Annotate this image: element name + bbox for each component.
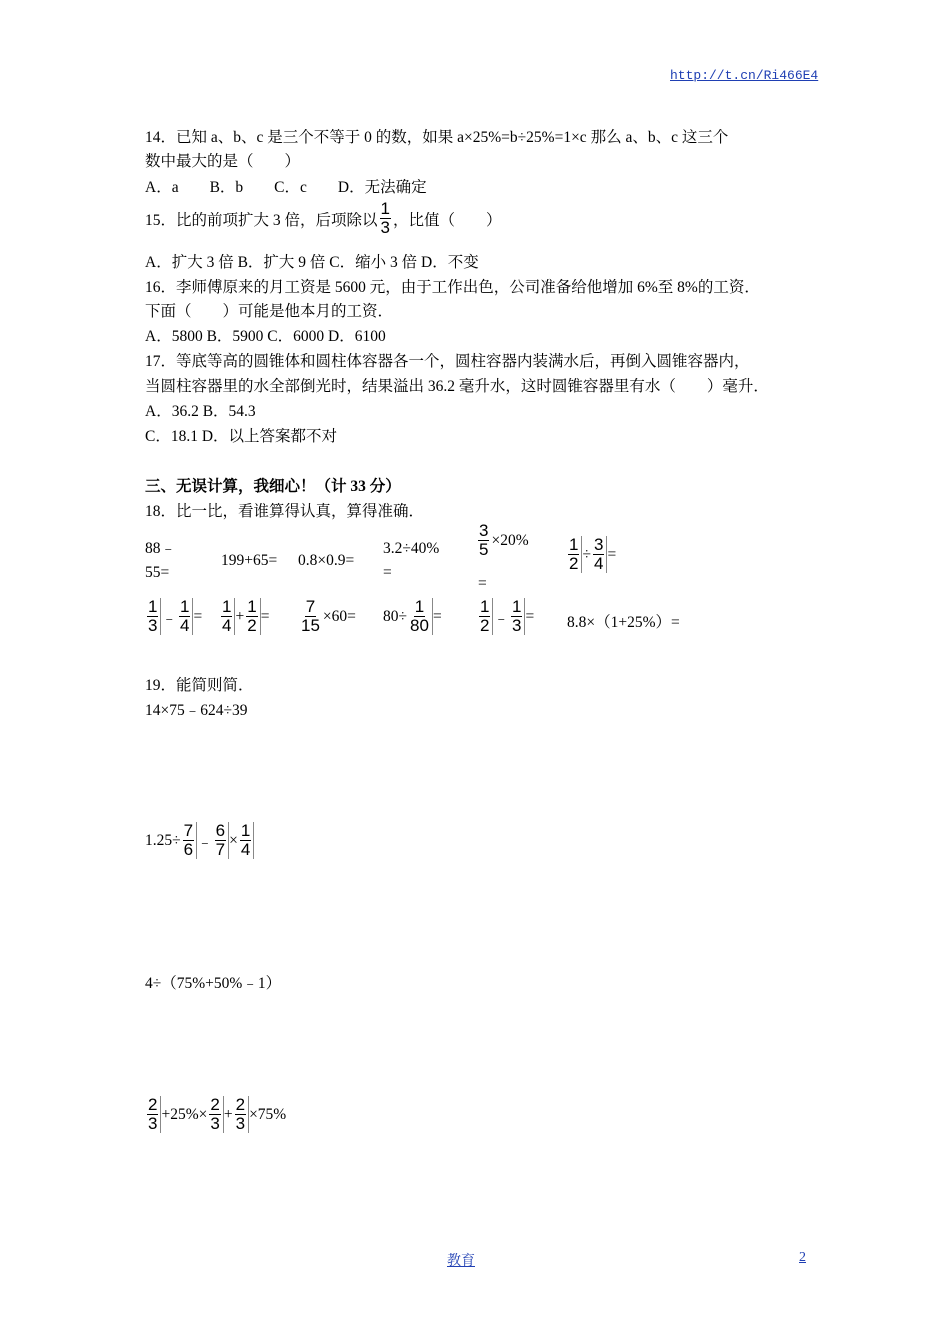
denominator: 2 (247, 616, 257, 635)
q18-r2-c (298, 598, 356, 635)
q19-expr4-frac3 (233, 1096, 249, 1133)
denominator: 4 (179, 616, 190, 635)
numerator: 2 (235, 1095, 246, 1114)
equals: = (607, 545, 617, 563)
q19-expr2 (145, 822, 254, 859)
q18-r2-a (145, 598, 202, 635)
operator: + (235, 607, 245, 625)
numerator: 7 (305, 597, 316, 616)
q18-r1-a1: 88﹣ (145, 540, 177, 557)
numerator: 3 (479, 521, 489, 540)
q18-r1-f (566, 536, 616, 573)
numerator: 1 (569, 535, 579, 554)
numerator: 6 (215, 821, 226, 840)
q19-expr4 (145, 1096, 286, 1133)
q18-r2-c-fraction (298, 598, 323, 635)
denominator: 80 (410, 616, 429, 635)
q18-title: 18．比一比，看谁算得认真，算得准确． (145, 503, 425, 520)
q18-r1-e (476, 522, 529, 559)
equals: = (432, 607, 442, 625)
q15-suffix: ，比值（ ） (392, 211, 502, 229)
q15-question (145, 200, 502, 237)
q19-expr1: 14×75﹣624÷39 (145, 702, 248, 719)
q16-line1: 16．李师傅原来的月工资是 5600 元，由于工作出色，公司准备给他增加 6%至 8%的工资． (145, 279, 760, 296)
q19-expr2-frac3 (238, 822, 254, 859)
operator: × (229, 831, 238, 849)
denominator: 3 (148, 616, 158, 635)
q18-r1-d1: 3.2÷40% (383, 540, 440, 557)
numerator: 1 (179, 597, 190, 616)
operator: ﹣ (197, 833, 213, 851)
q15-frac-denominator: 3 (380, 218, 390, 237)
denominator: 3 (210, 1114, 220, 1133)
operator: ÷ (582, 545, 591, 563)
denominator: 3 (148, 1114, 158, 1133)
q16-line2: 下面（ ）可能是他本月的工资． (145, 303, 394, 320)
numerator: 1 (240, 821, 251, 840)
denominator: 4 (593, 554, 604, 573)
q18-r2-d-fraction (407, 598, 433, 635)
q18-r2-d-prefix: 80÷ (383, 607, 408, 625)
q15-prefix: 15．比的前项扩大 3 倍，后项除以 (145, 211, 378, 229)
denominator: 6 (183, 840, 194, 859)
q18-r2-b (219, 598, 269, 635)
q15-frac-numerator: 1 (380, 199, 390, 218)
numerator: 1 (511, 597, 522, 616)
q17-options-2: C．18.1 D．以上答案都不对 (145, 428, 338, 445)
equals: = (260, 607, 270, 625)
q18-r1-a2: 55= (145, 564, 170, 581)
q14-options: A．a B．b C．c D．无法确定 (145, 179, 427, 196)
q18-r1-b: 199+65= (221, 552, 278, 569)
numerator: 7 (183, 821, 194, 840)
numerator: 2 (148, 1095, 158, 1114)
q18-r2-a-frac2 (177, 598, 193, 635)
denominator: 2 (569, 554, 579, 573)
denominator: 7 (215, 840, 226, 859)
q19-expr4-mid: +25%× (161, 1105, 208, 1123)
equals: = (193, 607, 203, 625)
numerator: 2 (210, 1095, 220, 1114)
numerator: 3 (593, 535, 604, 554)
q19-expr2-frac1 (181, 822, 197, 859)
q19-expr4-frac1 (145, 1096, 161, 1133)
q19-expr2-prefix: 1.25÷ (145, 831, 181, 849)
q18-r1-d2: = (383, 564, 392, 581)
q17-line2: 当圆柱容器里的水全部倒光时，结果溢出 36.2 毫升水，这时圆锥容器里有水（ ）毫升． (145, 378, 769, 395)
operator: + (223, 1105, 233, 1123)
footer-center-link[interactable]: 教育 (447, 1253, 475, 1269)
q18-r2-f: 8.8×（1+25%）= (567, 614, 680, 631)
operator: ﹣ (493, 609, 509, 627)
operator: ﹣ (161, 609, 177, 627)
q19-expr2-frac2 (213, 822, 229, 859)
q19-expr4-suffix: ×75% (249, 1105, 287, 1123)
q17-options-1: A．36.2 B．54.3 (145, 403, 256, 420)
denominator: 4 (240, 840, 251, 859)
denominator: 2 (480, 616, 490, 635)
equals: = (525, 607, 535, 625)
q18-r1-e2: = (478, 575, 487, 592)
numerator: 1 (247, 597, 257, 616)
numerator: 1 (148, 597, 158, 616)
denominator: 15 (301, 616, 320, 635)
header-url-link[interactable]: http://t.cn/Ri466E4 (670, 68, 819, 83)
numerator: 1 (480, 597, 490, 616)
page-number: 2 (799, 1250, 806, 1265)
q18-r1-c: 0.8×0.9= (298, 552, 355, 569)
q15-options: A．扩大 3 倍 B．扩大 9 倍 C．缩小 3 倍 D．不变 (145, 254, 479, 271)
numerator: 1 (222, 597, 232, 616)
q18-r2-b-frac2 (244, 598, 260, 635)
q18-r2-e (477, 598, 534, 635)
q15-fraction (378, 200, 393, 237)
q18-r1-f-frac2 (591, 536, 607, 573)
q18-r1-e-fraction (476, 522, 491, 559)
q17-line1: 17．等底等高的圆锥体和圆柱体容器各一个，圆柱容器内装满水后，再倒入圆锥容器内， (145, 353, 750, 370)
q18-r2-e-frac2 (509, 598, 525, 635)
q16-options: A．5800 B．5900 C．6000 D．6100 (145, 328, 386, 345)
denominator: 5 (479, 540, 489, 559)
q18-r1-f-frac1 (566, 536, 582, 573)
q19-expr3: 4÷（75%+50%﹣1） (145, 975, 282, 992)
q18-r1-e-suffix: ×20% (491, 531, 529, 549)
q19-title: 19．能简则简． (145, 677, 254, 694)
q18-r2-a-frac1 (145, 598, 161, 635)
q18-r2-c-suffix: ×60= (322, 607, 356, 625)
denominator: 3 (235, 1114, 246, 1133)
section-3-title: 三、无误计算，我细心！（计 33 分） (145, 478, 401, 495)
q18-r2-e-frac1 (477, 598, 493, 635)
q14-line1: 14．已知 a、b、c 是三个不等于 0 的数，如果 a×25%=b÷25%=1×c 那么 a、b、c 这三个 (145, 129, 729, 146)
q18-r2-d (383, 598, 442, 635)
numerator: 1 (414, 597, 425, 616)
q14-line2: 数中最大的是（ ） (145, 153, 301, 170)
q18-r2-b-frac1 (219, 598, 235, 635)
q19-expr4-frac2 (207, 1096, 223, 1133)
denominator: 3 (511, 616, 522, 635)
denominator: 4 (222, 616, 232, 635)
